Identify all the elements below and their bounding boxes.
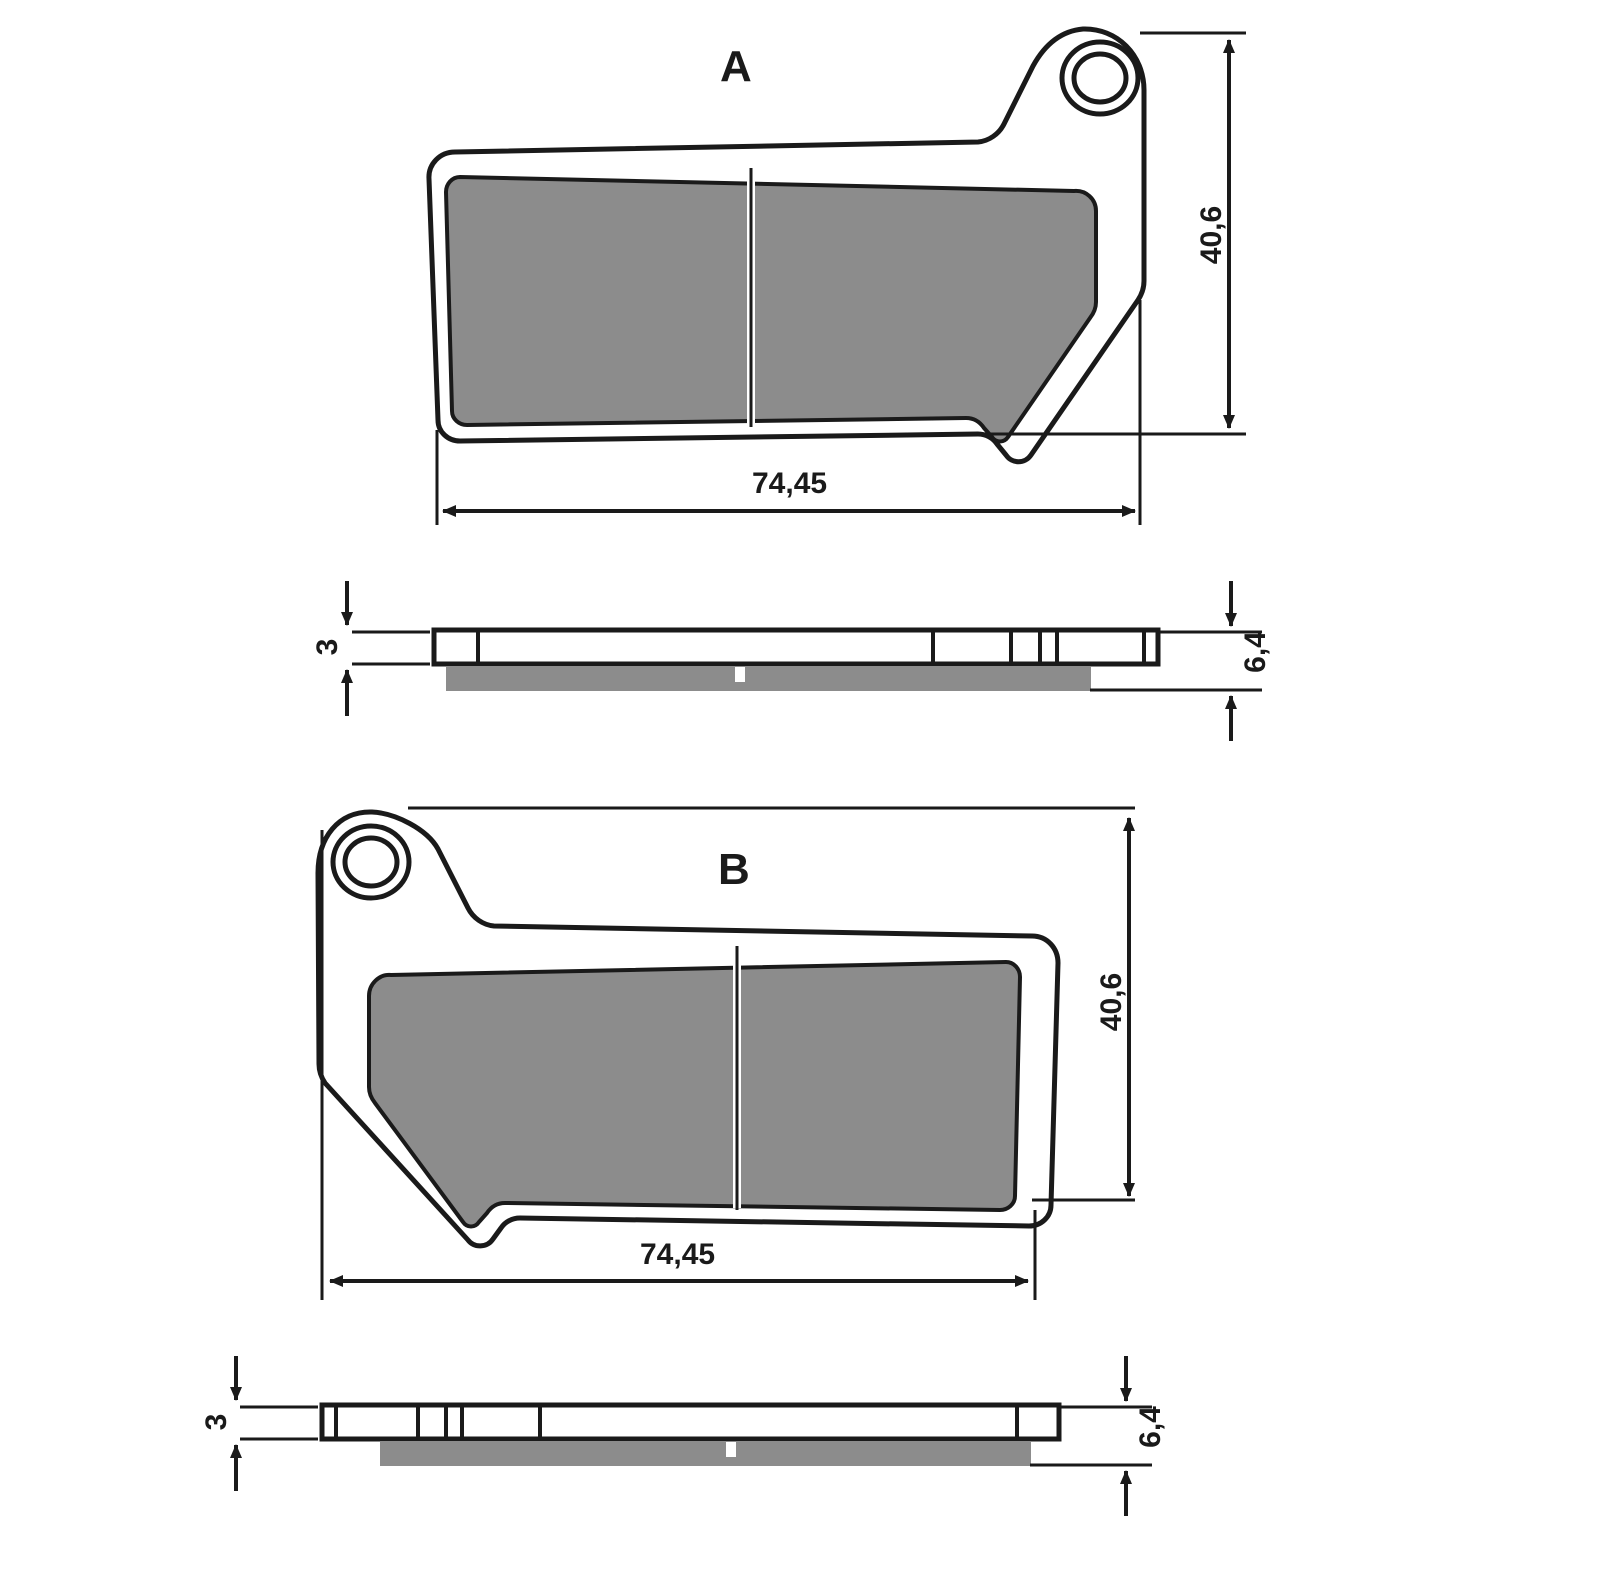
- pad-b-side-backing-plate: [322, 1405, 1059, 1439]
- view-b-pad-side: [236, 1356, 1152, 1516]
- view-a-label: A: [720, 42, 753, 91]
- pad-a-side-backing-plate: [434, 630, 1158, 664]
- view-b-label: B: [718, 845, 751, 894]
- view-a-pad-front: [429, 29, 1246, 525]
- view-b-width-dimension-label: 74,45: [640, 1238, 716, 1271]
- view-b-side-thin-dimension-label: 3: [200, 1413, 233, 1431]
- pad-a-friction-surface: [446, 177, 1096, 442]
- pad-a-side-friction-slot: [735, 667, 745, 682]
- view-a-width-dimension-label: 74,45: [752, 467, 828, 500]
- view-a-side-thick-dimension-label: 6,4: [1239, 631, 1272, 673]
- pad-b-side-friction-slot: [726, 1442, 736, 1457]
- view-b-side-thick-dimension-label: 6,4: [1134, 1406, 1167, 1448]
- pad-a-pin-hole-inner: [1074, 54, 1126, 102]
- view-a-height-dimension-label: 40,6: [1195, 205, 1228, 265]
- view-a-side-thin-dimension-label: 3: [311, 638, 344, 656]
- pad-b-side-friction-layer: [381, 1442, 1030, 1465]
- pad-b-pin-hole-inner: [345, 838, 397, 886]
- view-b-height-dimension-label: 40,6: [1095, 972, 1128, 1032]
- pad-b-friction-surface: [369, 962, 1020, 1227]
- view-a-pad-side: [347, 581, 1262, 741]
- pad-a-side-friction-layer: [447, 667, 1090, 690]
